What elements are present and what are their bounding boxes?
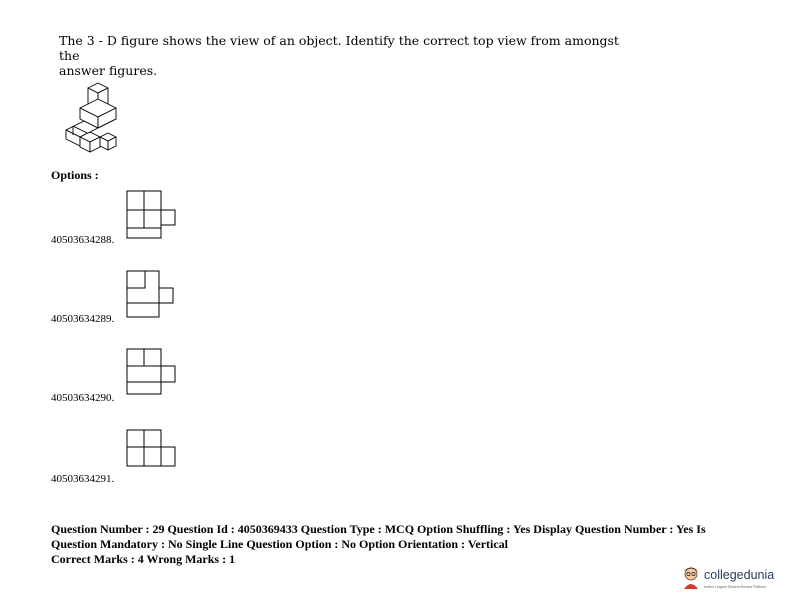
metadata-line-1: Question Number : 29 Question Id : 4050369433 Question Type : MCQ Option Shuffling : Yes Display Question Number : Yes Is [51, 522, 706, 536]
option-4-figure [125, 429, 177, 469]
question-text [59, 33, 619, 78]
question-metadata [51, 522, 771, 567]
question-line-2: answer figures. [59, 63, 158, 78]
logo-wordmark: collegedunia [704, 568, 775, 582]
metadata-line-3: Correct Marks : 4 Wrong Marks : 1 [51, 552, 236, 566]
option-4-id: 40503634291. [51, 473, 115, 485]
logo-tagline: India's Largest Student Review Platform [704, 585, 767, 589]
collegedunia-logo [680, 565, 790, 597]
option-2-id: 40503634289. [51, 313, 115, 325]
isometric-3d-figure [58, 78, 138, 163]
option-1-id: 40503634288. [51, 234, 115, 246]
options-label: Options : [51, 168, 99, 182]
option-3-id: 40503634290. [51, 392, 115, 404]
question-line-1: The 3 - D figure shows the view of an object. Identify the correct top view from amongst the [59, 33, 619, 63]
option-2-figure [125, 270, 177, 320]
option-1-figure [125, 190, 177, 240]
option-3-figure [125, 348, 177, 396]
metadata-line-2: Question Mandatory : No Single Line Question Option : No Option Orientation : Vertical [51, 537, 509, 551]
mascot-icon [680, 565, 702, 591]
